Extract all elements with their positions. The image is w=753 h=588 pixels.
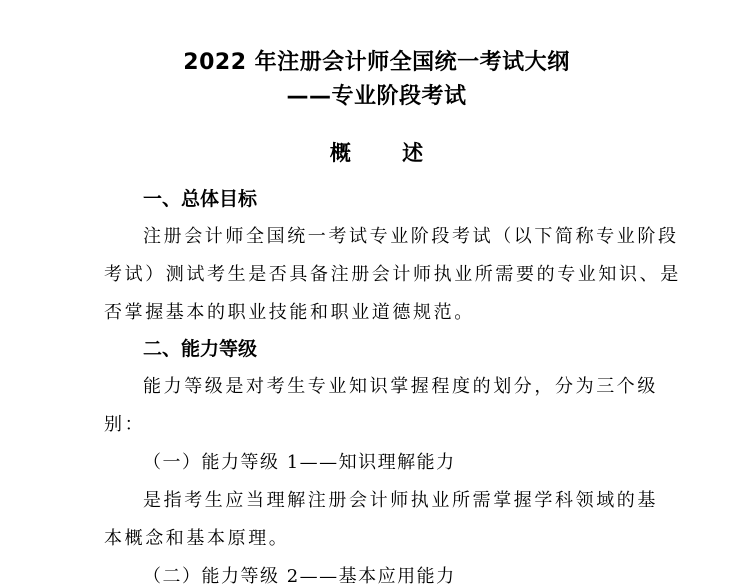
subheading-level-2: （二）能力等级 2——基本应用能力 <box>143 566 456 587</box>
paragraph-line: 考试）测试考生是否具备注册会计师执业所需要的专业知识、是 <box>104 264 681 285</box>
document-subtitle: ——专业阶段考试 <box>286 84 467 109</box>
subheading-level-1: （一）能力等级 1——知识理解能力 <box>143 452 456 473</box>
paragraph-line: 别： <box>104 414 146 435</box>
section-heading-overall-goal: 一、总体目标 <box>143 188 258 210</box>
overview-heading: 概 述 <box>329 141 446 165</box>
paragraph-line: 否掌握基本的职业技能和职业道德规范。 <box>104 302 475 323</box>
section-heading-ability-levels: 二、能力等级 <box>143 338 258 360</box>
document-title: 2022 年注册会计师全国统一考试大纲 <box>183 50 570 75</box>
paragraph-line: 是指考生应当理解注册会计师执业所需掌握学科领域的基 <box>143 490 658 511</box>
paragraph-line: 能力等级是对考生专业知识掌握程度的划分，分为三个级 <box>143 376 658 397</box>
paragraph-line: 注册会计师全国统一考试专业阶段考试（以下简称专业阶段 <box>143 226 679 247</box>
paragraph-line: 本概念和基本原理。 <box>104 528 290 549</box>
